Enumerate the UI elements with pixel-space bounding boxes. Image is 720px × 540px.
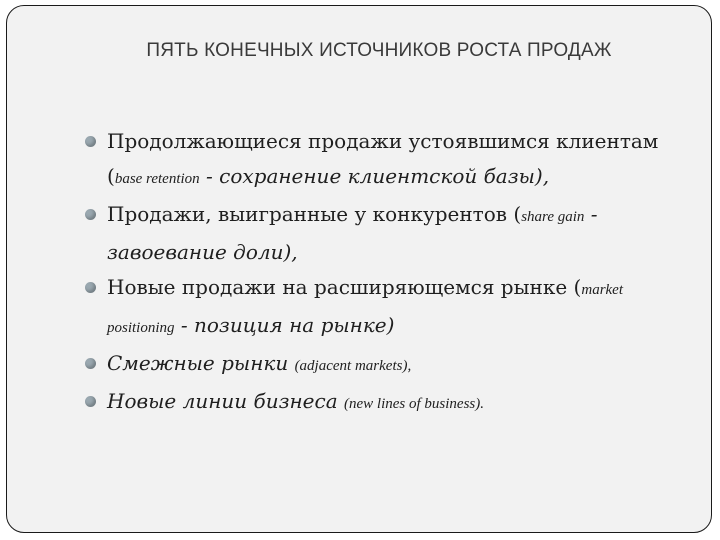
- bullet-dot-icon: [85, 282, 96, 293]
- slide-title: ПЯТЬ КОНЕЧНЫХ ИСТОЧНИКОВ РОСТА ПРОДАЖ: [146, 40, 612, 61]
- bullet-dot-icon: [85, 136, 96, 147]
- item-russian-term: - завоевание доли),: [107, 202, 598, 264]
- item-english-term: (adjacent markets),: [294, 358, 412, 374]
- item-main-text: Продажи, выигранные у конкурентов (: [107, 202, 522, 226]
- bullet-dot-icon: [85, 396, 96, 407]
- bullet-dot-icon: [85, 209, 96, 220]
- item-english-term: base retention: [114, 171, 200, 187]
- item-english-term: market positioning: [107, 282, 624, 336]
- bullet-list: [85, 124, 685, 422]
- item-russian-term: - сохранение клиентской базы),: [199, 164, 550, 188]
- list-item: [85, 270, 685, 346]
- list-item: [85, 197, 685, 270]
- item-main-text: Новые линии бизнеса: [107, 389, 345, 413]
- item-english-term: share gain: [521, 209, 585, 225]
- item-russian-term: - позиция на рынке): [174, 313, 395, 337]
- item-main-text: Продолжающиеся продажи устоявшимся клиентам (: [107, 129, 659, 188]
- item-english-term: (new lines of business).: [344, 396, 485, 412]
- slide: [6, 5, 712, 533]
- list-item: [85, 384, 685, 422]
- item-main-text: Новые продажи на расширяющемся рынке (: [107, 275, 582, 299]
- list-item: [85, 124, 685, 197]
- item-main-text: Смежные рынки: [107, 351, 295, 375]
- list-item: [85, 346, 685, 384]
- bullet-dot-icon: [85, 358, 96, 369]
